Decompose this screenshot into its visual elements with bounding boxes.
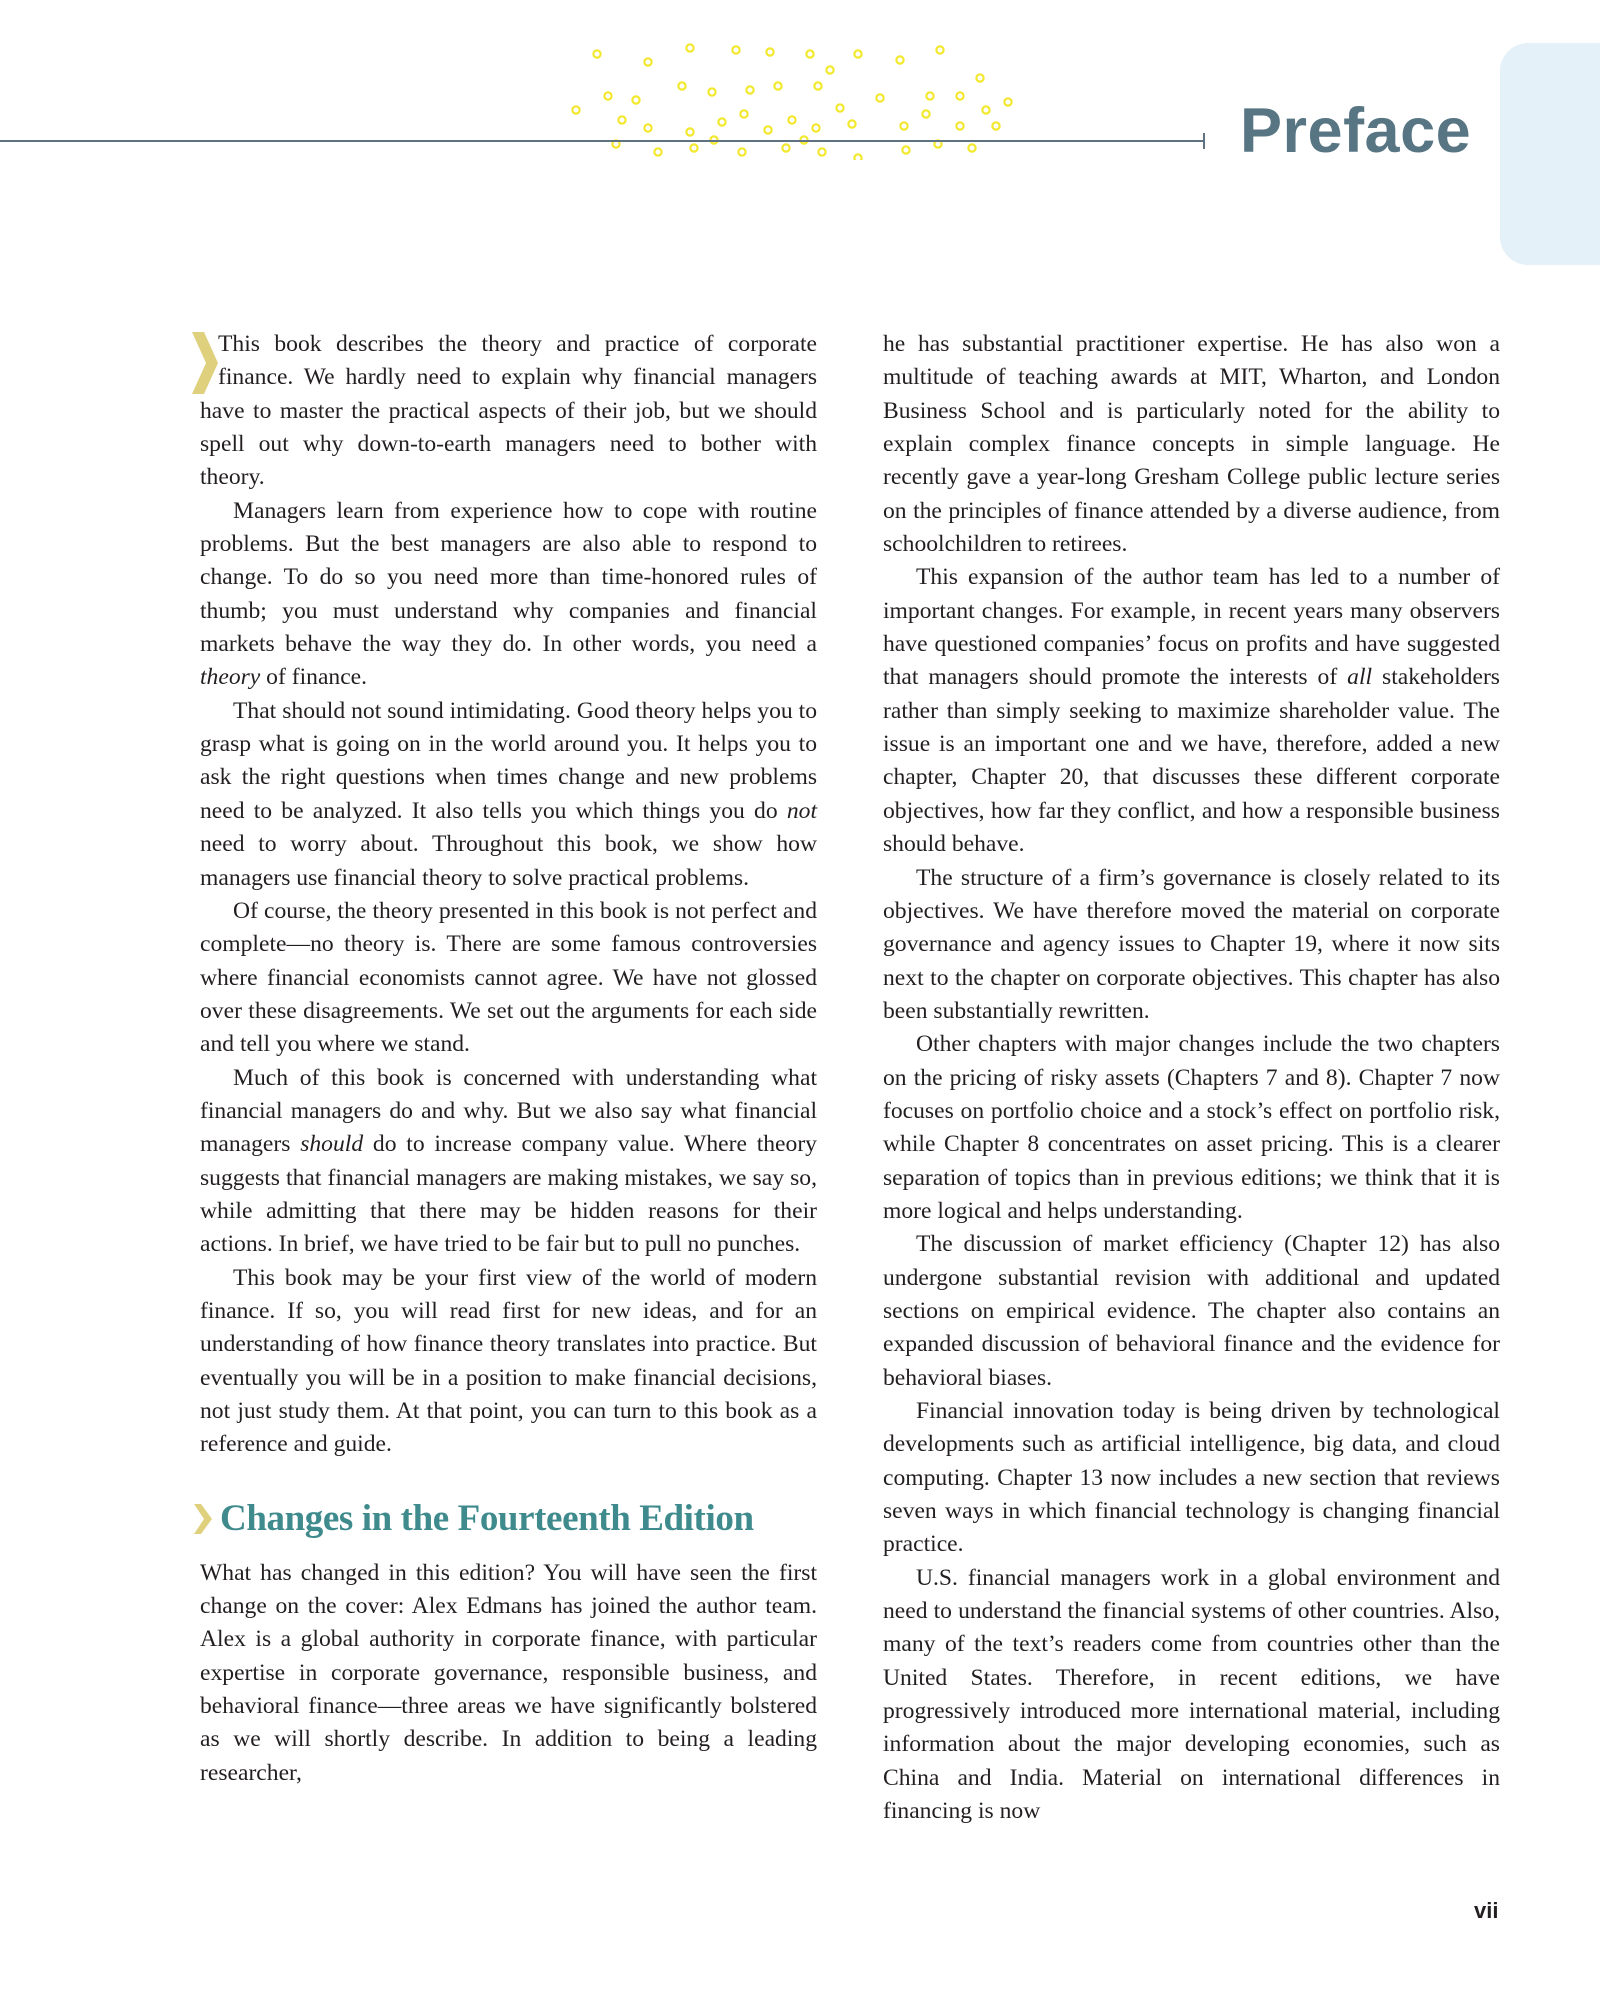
paragraph [200, 495, 817, 695]
left-column [200, 328, 817, 1790]
paragraph-text: of finance. [260, 664, 368, 691]
section-heading-text: Changes in the Fourteenth Edition [220, 1497, 754, 1539]
paragraph [200, 328, 817, 495]
emphasis-text: not [786, 797, 817, 824]
chevron-right-icon [192, 332, 218, 394]
emphasis-text: all [1347, 664, 1373, 691]
paragraph [883, 561, 1500, 861]
paragraph-text: do to increase company value. Where theory suggests that financial managers are making mistakes, we say so, while admitting that there may be hidden reasons for their actions. In brief, we have tried to be fair but to pull no punches. [200, 1131, 817, 1258]
paragraph: This book may be your first view of the world of modern finance. If so, you will read first for new ideas, and for an understanding of how finance theory translates into practice. But eventually you will be in a position to make financial decisions, not just study them. At that point, you can turn to this book as a reference and guide. [200, 1264, 817, 1458]
right-column [883, 328, 1500, 1828]
paragraph: What has changed in this edition? You will have seen the first change on the cover: Alex Edmans has joined the author team. Alex is a global authority in corporate finance, with particular expertise in corporate governance, responsible business, and behavioral finance—three areas we have significantly bolstered as we will shortly describe. In addition to being a leading researcher, [200, 1559, 817, 1786]
paragraph: Other chapters with major changes include the two chapters on the pricing of risky assets (Chapters 7 and 8). Chapter 7 now focuses on portfolio choice and a stock’s effect on portfolio risk, while Chapter 8 concentrates on asset pricing. This is a clearer separation of topics than in previous editions; we think that it is more logical and helps understanding. [883, 1031, 1500, 1224]
header-rule-end [1203, 133, 1205, 149]
emphasis-text: should [300, 1131, 364, 1158]
header-rule [0, 140, 1205, 142]
chapter-tab [1500, 43, 1600, 265]
paragraph-text: stakeholders rather than simply seeking to maximize shareholder value. The issue is an important one and we have, therefore, added a new chapter, Chapter 20, that discusses these different corporate objectives, how far they conflict, and how a responsible business should behave. [883, 664, 1500, 858]
paragraph: The structure of a firm’s governance is closely related to its objectives. We have therefore moved the material on corporate governance and agency issues to Chapter 19, where it now sits next to the chapter on corporate objectives. This chapter has also been substantially rewritten. [883, 864, 1500, 1024]
chevron-right-icon [194, 1504, 212, 1534]
paragraph: U.S. financial managers work in a global environment and need to understand the financial systems of other countries. Also, many of the text’s readers come from countries other than the United States. Therefore, in recent editions, we have progressively introduced more international material, including information about the major developing economies, such as China and India. Material on international differences in financing is now [883, 1564, 1500, 1825]
paragraph-text: That should not sound intimidating. Good theory helps you to grasp what is going on in the world around you. It helps you to ask the right questions when times change and new problems need to be analyzed. It also tells you which things you do [200, 697, 817, 824]
paragraph-text: This book describes the theory and practice of corporate finance. We hardly need to explain why financial managers have to master the practical aspects of their job, but we should spell out why down-to-earth managers need to bother with theory. [200, 331, 817, 491]
emphasis-text: theory [200, 664, 261, 691]
paragraph: Of course, the theory presented in this book is not perfect and complete—no theory is. There are some famous controversies where financial economists cannot agree. We have not glossed over these disagreements. We set out the arguments for each side and tell you where we stand. [200, 897, 817, 1058]
paragraph [200, 1062, 817, 1262]
page-title: Preface [1240, 96, 1472, 166]
paragraph-text: need to worry about. Throughout this book, we show how managers use financial theory to solve practical problems. [200, 831, 817, 891]
section-heading [200, 1497, 817, 1541]
page-number: vii [1474, 1898, 1499, 1923]
paragraph-text: This expansion of the author team has led to a number of important changes. For example, in recent years many observers have questioned companies’ focus on profits and have suggested that managers should promote the interests of [883, 564, 1500, 691]
paragraph: The discussion of market efficiency (Chapter 12) has also undergone substantial revision with additional and updated sections on empirical evidence. The chapter also contains an expanded discussion of behavioral finance and the evidence for behavioral biases. [883, 1231, 1500, 1391]
paragraph: he has substantial practitioner expertise. He has also won a multitude of teaching awards at MIT, Wharton, and London Business School and is particularly noted for the ability to explain complex finance concepts in simple language. He recently gave a year-long Gresham College public lecture series on the principles of finance attended by a diverse audience, from schoolchildren to retirees. [883, 331, 1500, 558]
paragraph [200, 695, 817, 895]
paragraph-text: Managers learn from experience how to cope with routine problems. But the best managers are also able to respond to change. To do so you need more than time-honored rules of thumb; you must understand why companies and financial markets behave the way they do. In other words, you need a [200, 497, 817, 658]
paragraph: Financial innovation today is being driven by technological developments such as artificial intelligence, big data, and cloud computing. Chapter 13 now includes a new section that reviews seven ways in which financial technology is changing financial practice. [883, 1398, 1500, 1558]
paragraph-text: Much of this book is concerned with understanding what financial managers do and why. But we also say what financial managers [200, 1064, 817, 1158]
dot-pattern-decoration [540, 40, 1060, 160]
